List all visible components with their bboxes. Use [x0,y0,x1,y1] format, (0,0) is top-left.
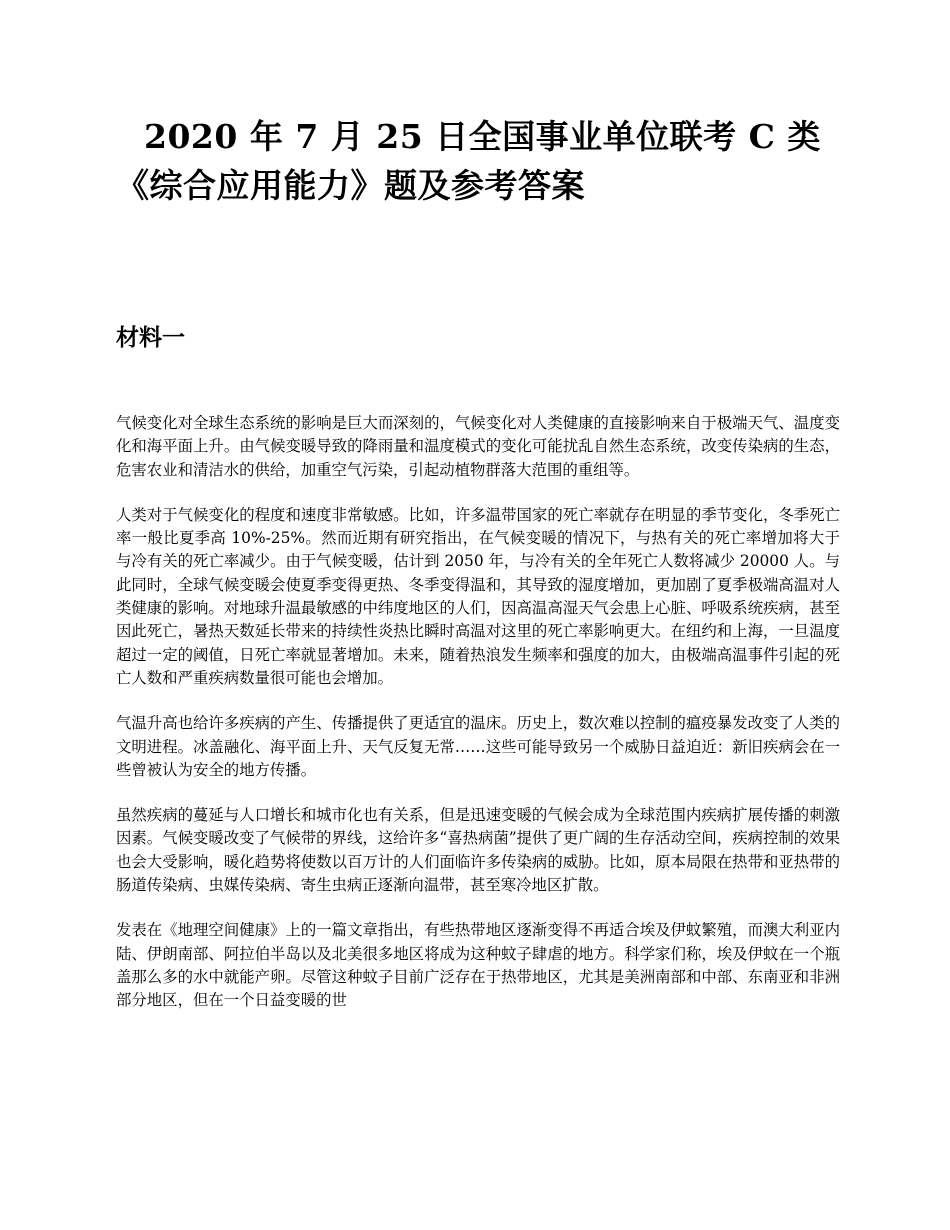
paragraph-1: 气候变化对全球生态系统的影响是巨大而深刻的，气候变化对人类健康的直接影响来自于极端天气、温度变化和海平面上升。由气候变暖导致的降雨量和温度模式的变化可能扰乱自然生态系统，改变传染病的生态，危害农业和清洁水的供给，加重空气污染，引起动植物群落大范围的重组等。 [116,414,840,479]
document-title [116,112,856,210]
paragraph-4: 虽然疾病的蔓延与人口增长和城市化也有关系，但是迅速变暖的气候会成为全球范围内疾病扩展传播的刺激因素。气候变暖改变了气候带的界线，这给许多“喜热病菌”提供了更广阔的生存活动空间，疾病控制的效果也会大受影响，暖化趋势将使数以百万计的人们面临许多传染病的威胁。比如，原本局限在热带和亚热带的肠道传染病、虫媒传染病、寄生虫病正逐渐向温带，甚至寒冷地区扩散。 [116,806,840,895]
document-title-line-2: 《综合应用能力》题及参考答案 [116,166,585,205]
paragraph-5: 发表在《地理空间健康》上的一篇文章指出，有些热带地区逐渐变得不再适合埃及伊蚊繁殖，而澳大利亚内陆、伊朗南部、阿拉伯半岛以及北美很多地区将成为这种蚊子肆虐的地方。科学家们称，埃及伊蚊在一个瓶盖那么多的水中就能产卵。尽管这种蚊子目前广泛存在于热带地区，尤其是美洲南部和中部、东南亚和非洲部分地区，但在一个日益变暖的世 [116,921,840,1010]
section-heading: 材料一 [116,324,185,351]
document-body [116,412,840,1035]
paragraph-2: 人类对于气候变化的程度和速度非常敏感。比如，许多温带国家的死亡率就存在明显的季节变化，冬季死亡率一般比夏季高 10%-25%。然而近期有研究指出，在气候变暖的情况下，与热有关的死亡率增加将大于与冷有关的死亡率减少。由于气候变暖，估计到 2050 年，与冷有关的全年死亡人数将减少 20000 人。与此同时，全球气候变暖会使夏季变得更热、冬季变得温和，其导致的湿度增加，更加剧了夏季极端高温对人类健康的影响。对地球升温最敏感的中纬度地区的人们，因高温高湿天气会患上心脏、呼吸系统疾病，甚至因此死亡，暑热天数延长带来的持续性炎热比瞬时高温对这里的死亡率影响更大。在纽约和上海，一旦温度超过一定的阈值，日死亡率就显著增加。未来，随着热浪发生频率和强度的加大，由极端高温事件引起的死亡人数和严重疾病数量很可能也会增加。 [116,505,840,687]
document-title-line-1: 2020 年 7 月 25 日全国事业单位联考 C 类 [144,117,821,156]
paragraph-3: 气温升高也给许多疾病的产生、传播提供了更适宜的温床。历史上，数次难以控制的瘟疫暴发改变了人类的文明进程。冰盖融化、海平面上升、天气反复无常……这些可能导致另一个威胁日益迫近：新旧疾病会在一些曾被认为安全的地方传播。 [116,714,840,779]
